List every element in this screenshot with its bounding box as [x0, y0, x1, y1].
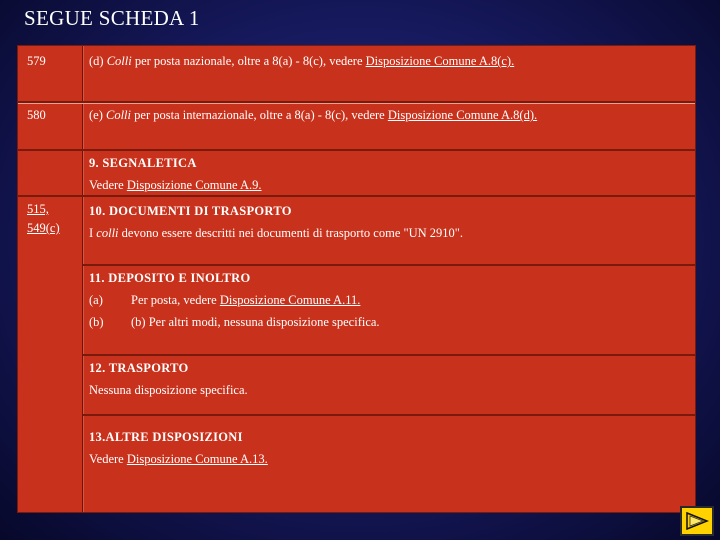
row-divider [18, 149, 695, 151]
row-text: per posta internazionale, oltre a 8(a) - 8(c), vedere [131, 108, 388, 122]
row-ref-579: 579 [27, 54, 46, 68]
row-text-579 [89, 50, 689, 72]
section-text: Vedere [89, 452, 127, 466]
section-text: Vedere [89, 178, 127, 192]
link-disposizione-a11[interactable]: Disposizione Comune A.11. [219, 293, 361, 307]
link-disposizione-a13[interactable]: Disposizione Comune A.13. [126, 452, 268, 466]
item-key: (a) [89, 293, 103, 307]
item-text: Per posta, vedere [131, 293, 220, 307]
row-divider [83, 354, 695, 356]
item-text: (b) Per altri modi, nessuna disposizione specifica. [131, 315, 380, 329]
item-label: (d) [89, 54, 107, 68]
section-9 [89, 152, 689, 196]
link-disposizione-a8c[interactable]: Disposizione Comune A.8(c) [365, 54, 512, 68]
section-heading: 13.ALTRE DISPOSIZIONI [89, 430, 243, 444]
section-text: Nessuna disposizione specifica. [89, 383, 248, 397]
column-divider-highlight [83, 46, 84, 512]
italic-term: Colli [106, 54, 132, 68]
section-heading: 11. DEPOSITO E INOLTRO [89, 271, 251, 285]
italic-term: Colli [106, 108, 132, 122]
next-arrow-icon [685, 511, 709, 531]
link-period: . [511, 54, 515, 68]
section-13 [89, 426, 689, 470]
italic-term: colli [96, 226, 119, 240]
next-slide-button[interactable] [680, 506, 714, 536]
schedule-table [17, 45, 696, 513]
link-disposizione-a8d[interactable]: Disposizione Comune A.8(d) [387, 108, 534, 122]
item-key: (b) [89, 315, 104, 329]
section-text: devono essere descritti nei documenti di trasporto come "UN 2910". [118, 226, 464, 240]
section-11 [89, 267, 689, 333]
link-disposizione-a9[interactable]: Disposizione Comune A.9. [126, 178, 262, 192]
row-divider [83, 414, 695, 416]
row-ref-580: 580 [27, 108, 46, 122]
link-period: . [534, 108, 538, 122]
row-text-580 [89, 104, 689, 126]
section-10 [89, 200, 689, 244]
section-heading: 12. TRASPORTO [89, 361, 189, 375]
link-ref-549c[interactable]: 549(c) [27, 221, 60, 235]
section-12 [89, 357, 689, 401]
link-ref-515[interactable]: 515, [27, 202, 49, 216]
list-item [89, 311, 689, 333]
section-heading: 10. DOCUMENTI DI TRASPORTO [89, 204, 292, 218]
row-divider [83, 264, 695, 266]
section-text: I [89, 226, 97, 240]
row-text: per posta nazionale, oltre a 8(a) - 8(c), vedere [131, 54, 366, 68]
row-ref-515-549c [27, 200, 60, 238]
list-item [89, 289, 689, 311]
slide-title: SEGUE SCHEDA 1 [24, 6, 200, 30]
item-label: (e) [89, 108, 106, 122]
section-heading: 9. SEGNALETICA [89, 156, 197, 170]
